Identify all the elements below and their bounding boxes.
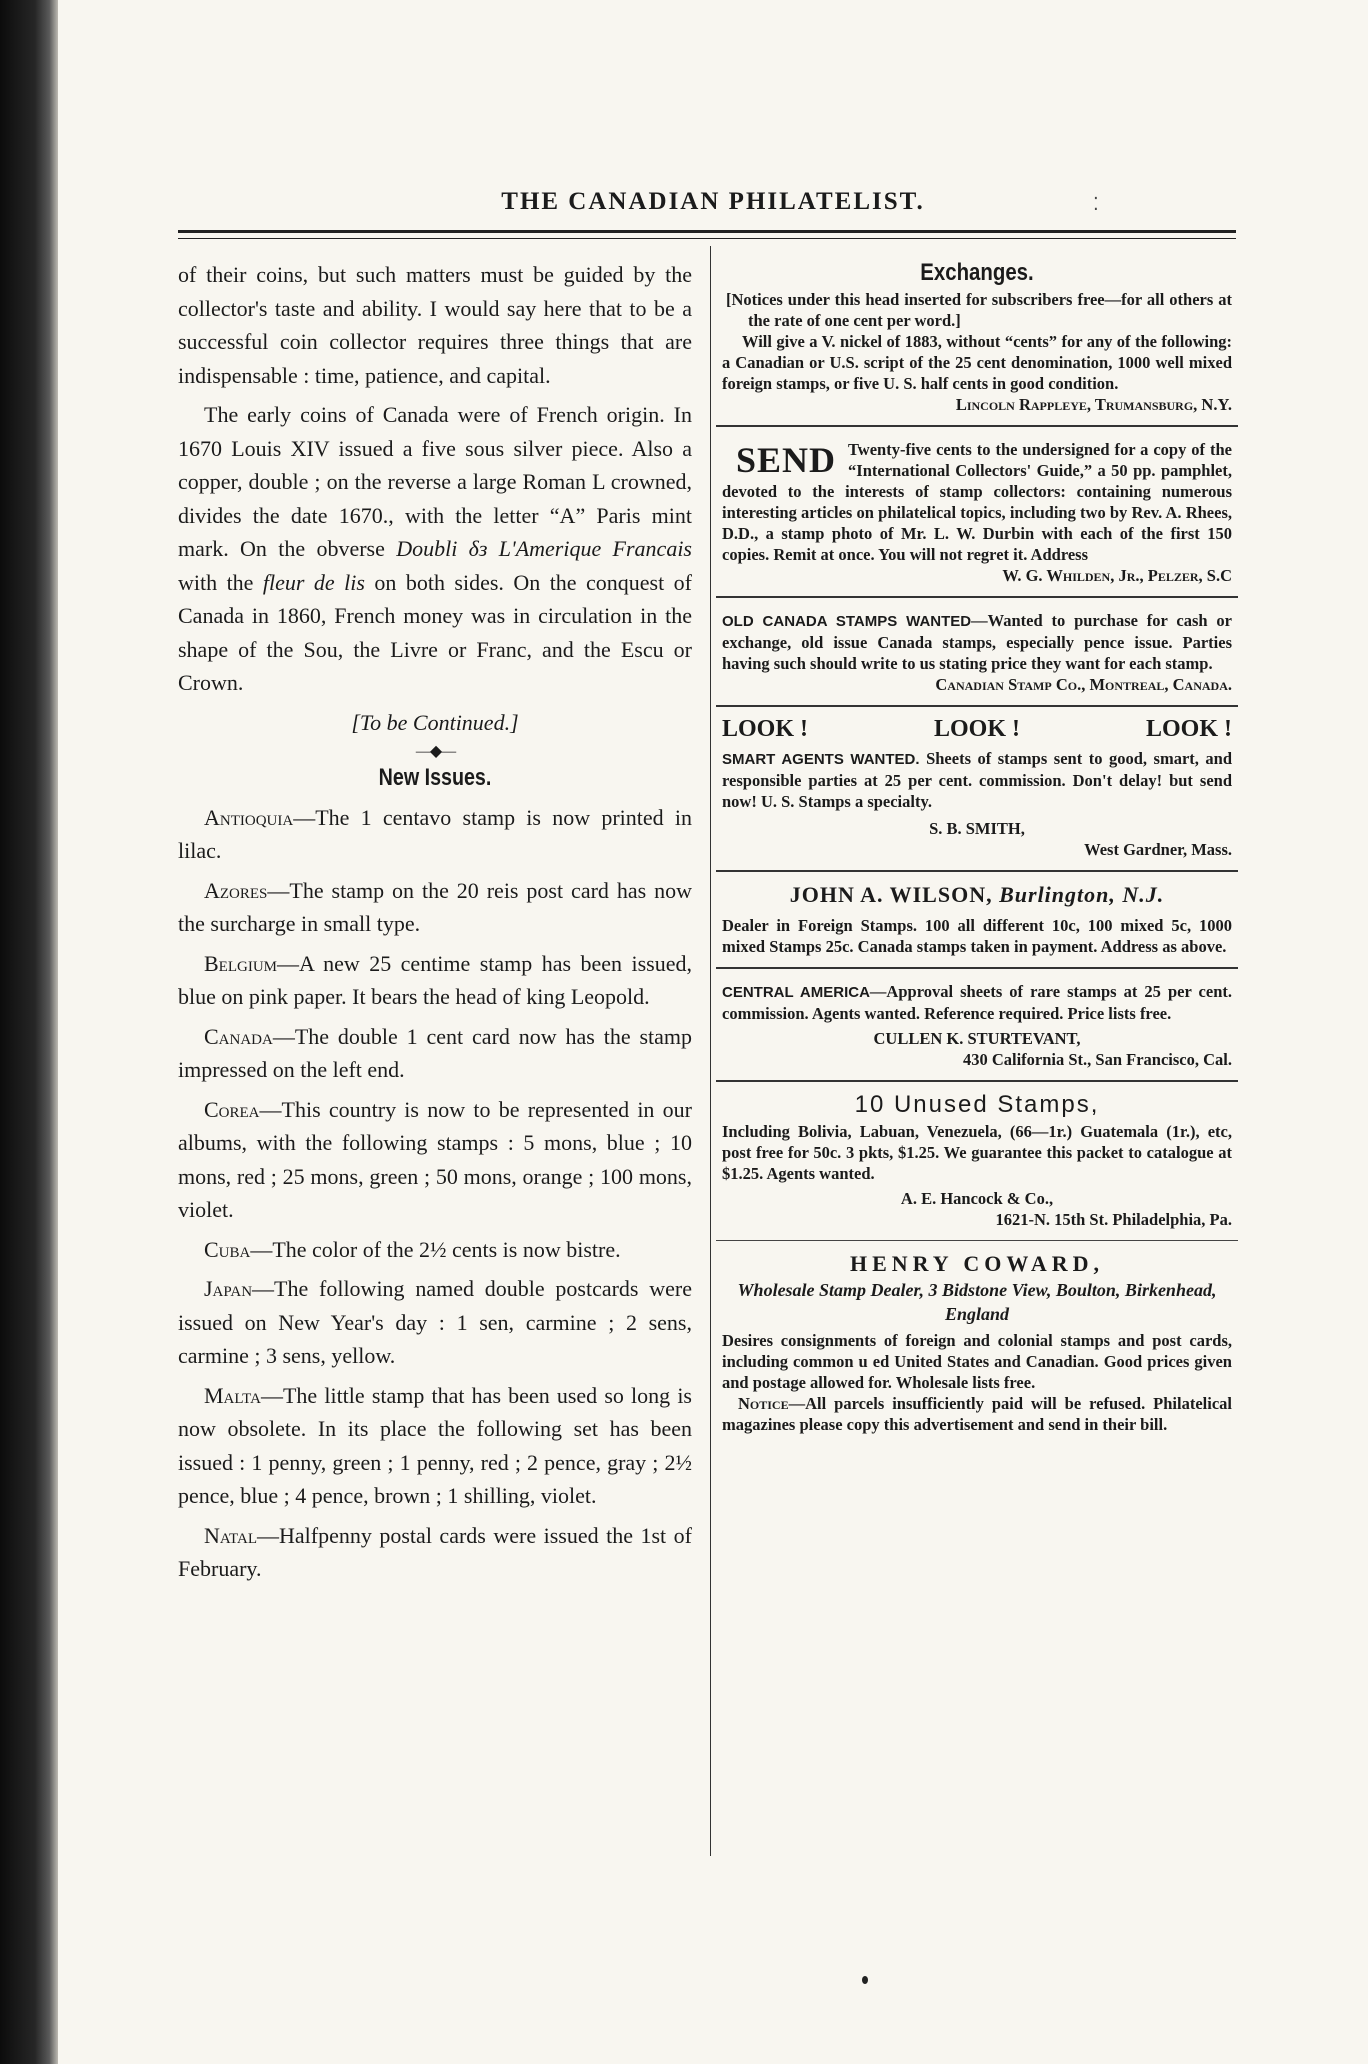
issue-item xyxy=(178,874,692,941)
right-column xyxy=(716,259,1238,1435)
header-rule-thin xyxy=(178,238,1236,239)
central-signature-name: CULLEN K. STURTEVANT, xyxy=(873,1029,1081,1048)
issue-country: Malta xyxy=(204,1382,261,1408)
exchanges-section xyxy=(716,289,1238,415)
send-ad-signature: W. G. Whilden, Jr., Pelzer, S.C xyxy=(1002,566,1232,585)
issue-country: Azores xyxy=(204,877,268,903)
ornament-divider: —◆— xyxy=(415,743,455,760)
issue-country: Corea xyxy=(204,1096,260,1122)
running-head: THE CANADIAN PHILATELIST. xyxy=(501,188,925,215)
issue-text: —The stamp on the 20 reis post card has now the surcharge in small type. xyxy=(178,877,692,936)
ad-rule xyxy=(716,1240,1238,1241)
central-america-ad xyxy=(716,981,1238,1070)
exchange-ad-text: Will give a V. nickel of 1883, without “cents” for any of the following: a Canadian or U.S. script of the 25 cent denomination, 1000 well mixed foreign stamps, or five U. S. half cents in good condition. xyxy=(722,332,1232,393)
issue-text: —The following named double postcards were issued on New Year's day : 1 sen, carmine ; 2 sens, carmine ; 3 sens, yellow. xyxy=(178,1276,692,1368)
issue-text: —The 1 centavo stamp is now printed in lilac. xyxy=(178,804,692,863)
unused-signature-name: A. E. Hancock & Co., xyxy=(900,1189,1054,1208)
coward-notice-text: —All parcels insufficiently paid will be refused. Philatelical magazines please copy this advertisement and send in their bill. xyxy=(722,1394,1232,1434)
exchanges-title: Exchanges. xyxy=(920,259,1034,286)
coward-text: Desires consignments of foreign and colonial stamps and post cards, including common u ed United States and Canadian. Good prices given and postage allowed for. Wholesale lists free. xyxy=(722,1331,1232,1392)
ad-rule xyxy=(716,705,1238,707)
agents-head: SMART AGENTS WANTED. xyxy=(722,751,920,768)
old-canada-head: OLD CANADA STAMPS WANTED xyxy=(722,613,972,630)
exchange-ad-signature: Lincoln Rappleye, Trumansburg, N.Y. xyxy=(955,395,1232,414)
unused-stamps-head: 10 Unused Stamps, xyxy=(854,1091,1100,1118)
coward-subtitle: Wholesale Stamp Dealer, 3 Bidstone View, Boulton, Birkenhead, England xyxy=(737,1280,1217,1324)
ad-rule xyxy=(716,870,1238,872)
look-2: LOOK ! xyxy=(933,716,1020,742)
coward-notice-label: Notice xyxy=(738,1394,789,1413)
send-ad xyxy=(716,439,1238,586)
header-rule-thick xyxy=(178,230,1236,233)
p2-text-a: The early coins of Canada were of French origin. In 1670 Louis XIV issued a five sous silver piece. Also a copper, double ; on the reverse a large Roman L crowned, divides the date 1670., with the letter “A” Paris mint mark. On the obverse xyxy=(178,402,692,561)
old-canada-signature: Canadian Stamp Co., Montreal, Canada. xyxy=(935,675,1232,694)
ad-rule xyxy=(716,1080,1238,1082)
old-canada-ad xyxy=(716,610,1238,695)
unused-signature-address: 1621-N. 15th St. Philadelphia, Pa. xyxy=(995,1210,1232,1229)
send-headline: SEND xyxy=(736,440,837,480)
issue-text: —The little stamp that has been used so long is now obsolete. In its place the following set has been issued : 1 penny, green ; 1 penny, red ; 2 pence, gray ; 2½ pence, blue ; 4 pence, brown ; 1 shilling, violet. xyxy=(178,1382,692,1508)
issue-item xyxy=(178,1272,692,1373)
scan-binding-edge xyxy=(0,0,58,2064)
print-speck xyxy=(862,1976,868,1984)
issue-country: Cuba xyxy=(204,1236,251,1262)
coin-paragraph-1: of their coins, but such matters must be guided by the collector's taste and ability. I would say here that to be a successful coin collector requires three things that are indispensable : time, patience, and capital. xyxy=(178,262,692,388)
issue-item xyxy=(178,1093,692,1227)
coin-paragraph-2 xyxy=(178,398,692,700)
to-be-continued: [To be Continued.] xyxy=(351,709,519,735)
agents-text: Sheets of stamps sent to good, smart, and responsible parties at 25 per cent. commission. Don't delay! but send now! U. S. Stamps a specialty. xyxy=(722,749,1233,811)
central-text: —Approval sheets of rare stamps at 25 per cent. commission. Agents wanted. Reference required. Price lists free. xyxy=(722,982,1232,1023)
smart-agents-ad xyxy=(716,748,1238,860)
wilson-place: Burlington, N.J. xyxy=(992,882,1165,907)
issue-item xyxy=(178,1233,692,1267)
central-head: CENTRAL AMERICA xyxy=(722,984,870,1001)
issue-text: —Halfpenny postal cards were issued the 1st of February. xyxy=(178,1522,692,1581)
unused-text: Including Bolivia, Labuan, Venezuela, (66—1r.) Guatemala (1r.), etc, post free for 50c. 3 pkts, $1.25. We guarantee this packet to catalogue at $1.25. Agents wanted. xyxy=(722,1122,1232,1183)
issue-country: Belgium xyxy=(204,950,277,976)
agents-signature-place: West Gardner, Mass. xyxy=(1084,840,1232,859)
p2-italic-legend: Doubli δз L'Amerique Francais xyxy=(396,536,692,561)
ad-rule xyxy=(716,425,1238,427)
issue-text: —A new 25 centime stamp has been issued, blue on pink paper. It bears the head of king Leopold. xyxy=(178,950,692,1009)
issue-country: Japan xyxy=(204,1276,253,1301)
new-issues-title: New Issues. xyxy=(378,764,492,791)
p2-text-c: with the xyxy=(178,569,263,595)
exchanges-notice: [Notices under this head inserted for subscribers free—for all others at the rate of one cent per word.] xyxy=(726,290,1232,330)
ad-rule xyxy=(716,596,1238,598)
ad-rule xyxy=(716,967,1238,969)
look-row xyxy=(716,716,1238,742)
issue-item xyxy=(178,1379,692,1513)
new-issues-list xyxy=(178,801,692,1586)
wilson-head xyxy=(716,884,1238,905)
issue-country: Antioquia xyxy=(204,804,294,830)
print-mark: ⁚ xyxy=(1093,194,1099,214)
issue-item xyxy=(178,1020,692,1087)
wilson-ad xyxy=(716,915,1238,957)
issue-country: Natal xyxy=(204,1522,258,1548)
issue-item xyxy=(178,801,692,868)
central-signature-address: 430 California St., San Francisco, Cal. xyxy=(962,1050,1232,1069)
old-canada-text: —Wanted to purchase for cash or exchange, old issue Canada stamps, especially pence issue. Parties having such should write to us stating price they want for each stamp. xyxy=(722,611,1232,673)
issue-item xyxy=(178,1519,692,1586)
issue-text: —The double 1 cent card now has the stamp impressed on the left end. xyxy=(178,1023,692,1082)
p2-italic-fleur: fleur de lis xyxy=(262,569,365,595)
coward-ad xyxy=(716,1330,1238,1435)
unused-stamps-ad xyxy=(716,1121,1238,1230)
wilson-text: Dealer in Foreign Stamps. 100 all different 10c, 100 mixed 5c, 1000 mixed Stamps 25c. Canada stamps taken in payment. Address as above. xyxy=(722,916,1232,956)
wilson-name: JOHN A. WILSON, xyxy=(789,882,993,907)
look-1: LOOK ! xyxy=(722,716,809,742)
column-divider xyxy=(710,246,711,1856)
issue-text: —The color of the 2½ cents is now bistre. xyxy=(250,1236,621,1262)
look-3: LOOK ! xyxy=(1145,716,1232,742)
agents-signature-name: S. B. SMITH, xyxy=(929,819,1025,838)
issue-country: Canada xyxy=(204,1023,273,1049)
left-column xyxy=(178,258,692,1592)
issue-item xyxy=(178,947,692,1014)
issue-text: —This country is now to be represented in our albums, with the following stamps : 5 mons, blue ; 10 mons, red ; 25 mons, green ; 50 mons, orange ; 100 mons, violet. xyxy=(178,1096,692,1222)
p2-text-e: on both sides. On the conquest of Canada in 1860, French money was in circulation in the shape of the Sou, the Livre or Franc, and the Escu or Crown. xyxy=(178,569,692,695)
coward-name: HENRY COWARD, xyxy=(849,1251,1105,1276)
send-ad-text: Twenty-five cents to the undersigned for a copy of the “International Collectors' Guide,” a 50 pp. pamphlet, devoted to the interests of stamp collectors: containing numerous interesting articles on philatelical topics, including two by Rev. A. Rhees, D.D., a stamp photo of Mr. L. W. Durbin with each of the first 150 copies. Remit at once. You will not regret it. Address xyxy=(722,440,1232,564)
